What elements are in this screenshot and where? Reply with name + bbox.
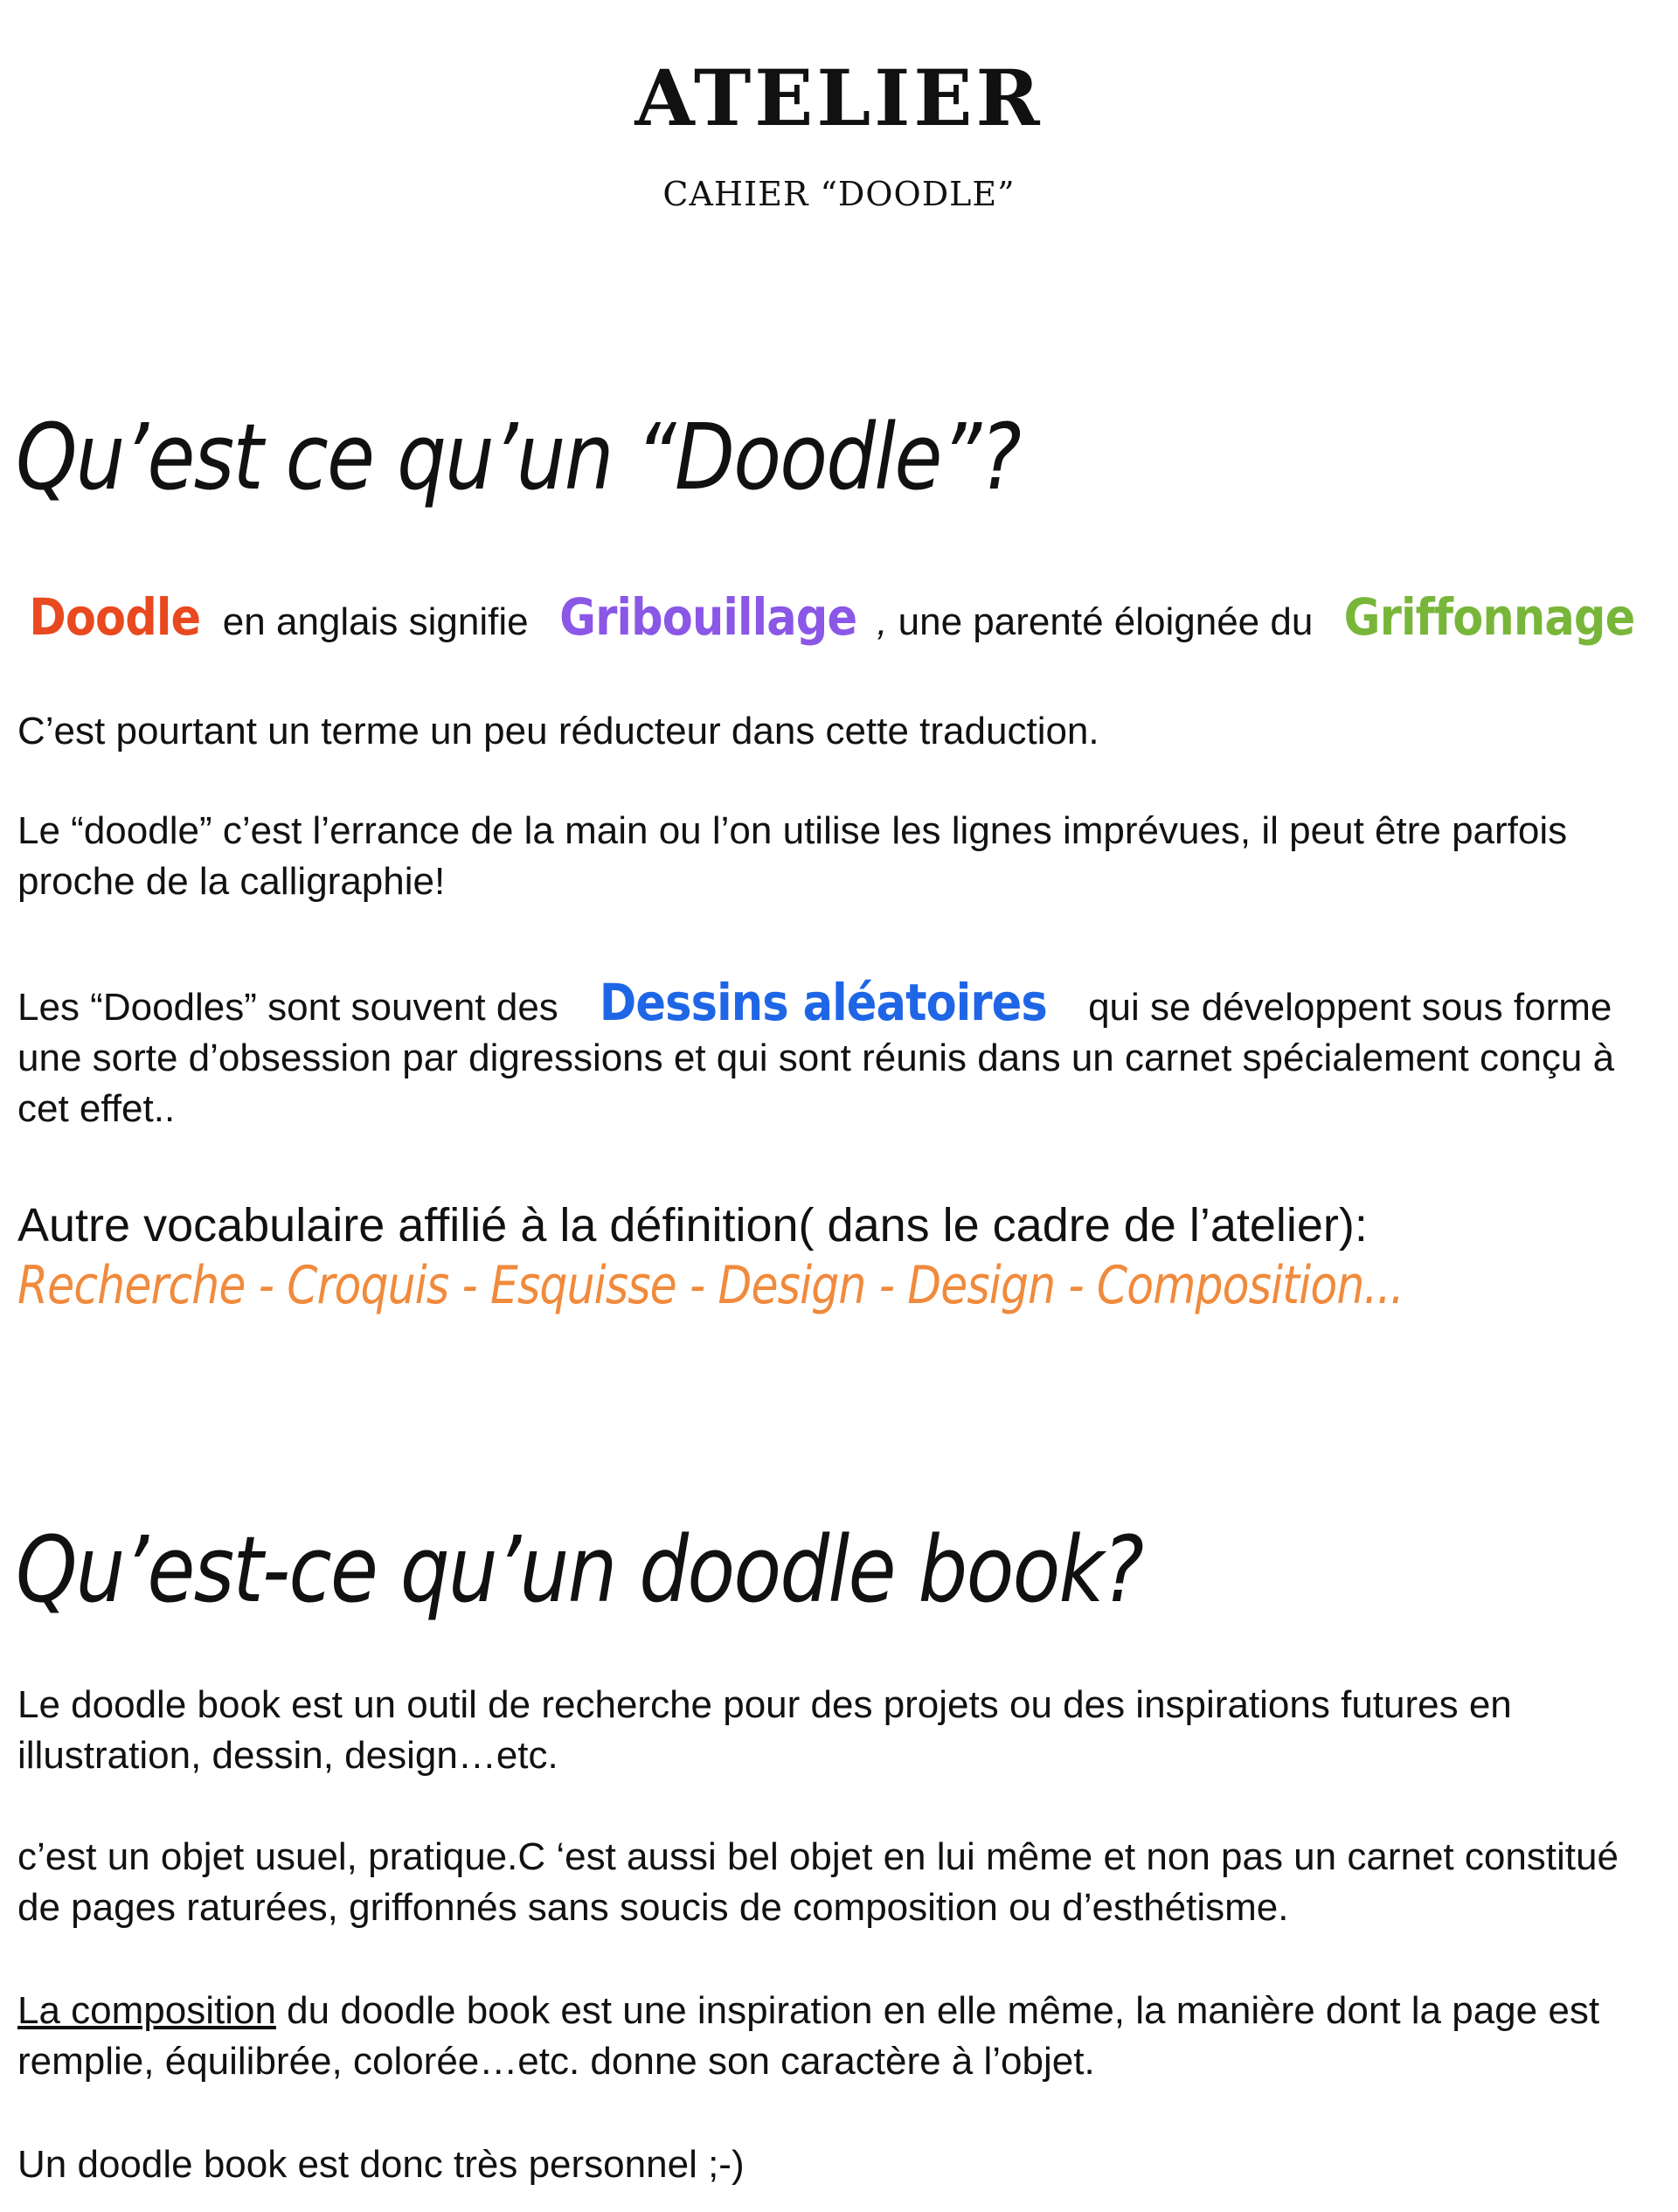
section-heading-doodle: Qu’est ce qu’un “Doodle”? (16, 404, 1021, 510)
paragraph-composition (17, 1986, 1661, 2087)
composition-underlined: La composition (17, 1989, 276, 2032)
keyword-gribouillage: Gribouillage (559, 587, 857, 647)
intro-text-b: , (877, 600, 898, 643)
vocabulary-title: Autre vocabulaire affilié à la définition( dans le cadre de l’atelier): (17, 1199, 1368, 1252)
paragraph-errance: Le “doodle” c’est l’errance de la main ou l’on utilise les lignes imprévues, il peut être parfois proche de la calligraphie! (17, 809, 1568, 903)
paragraph-dessins-text-b: qui se développent sous forme une sorte d’obsession par digressions et qui sont réunis dans un carnet spécialement conçu à cet effet.. (17, 986, 1615, 1130)
intro-text-c: une parenté éloignée du (898, 600, 1324, 643)
paragraph-dessins-text-a: Les “Doodles” sont souvent des (17, 986, 570, 1029)
section-heading-doodle-book: Qu’est-ce qu’un doodle book? (16, 1516, 1143, 1623)
composition-text: du doodle book est une inspiration en elle même, la manière dont la page est remplie, équilibrée, colorée…etc. donne son caractère à l’objet. (17, 1989, 1600, 2083)
intro-text-a: en anglais signifie (211, 600, 539, 643)
paragraph-dessins (17, 973, 1661, 1134)
keyword-dessins-aleatoires: Dessins aléatoires (599, 973, 1047, 1032)
paragraph-objet-usuel: c’est un objet usuel, pratique.C ‘est aussi bel objet en lui même et non pas un carnet constitué de pages raturées, griffonnés sans soucis de composition ou d’esthétisme. (17, 1835, 1619, 1929)
paragraph-reducteur: C’est pourtant un terme un peu réducteur dans cette traduction. (17, 710, 1099, 752)
keyword-griffonnage: Griffonnage (1343, 587, 1634, 647)
keyword-doodle: Doodle (29, 587, 201, 647)
document-subtitle: CAHIER “DOODLE” (662, 175, 1016, 213)
document-title: ATELIER (634, 52, 1044, 143)
vocabulary-list: Recherche - Croquis - Esquisse - Design - Design - Composition... (17, 1255, 1404, 1316)
paragraph-outil: Le doodle book est un outil de recherche pour des projets ou des inspirations futures en illustration, dessin, design…etc. (17, 1683, 1512, 1777)
intro-paragraph (17, 587, 1661, 652)
paragraph-personnel: Un doodle book est donc très personnel ;-) (17, 2143, 745, 2186)
